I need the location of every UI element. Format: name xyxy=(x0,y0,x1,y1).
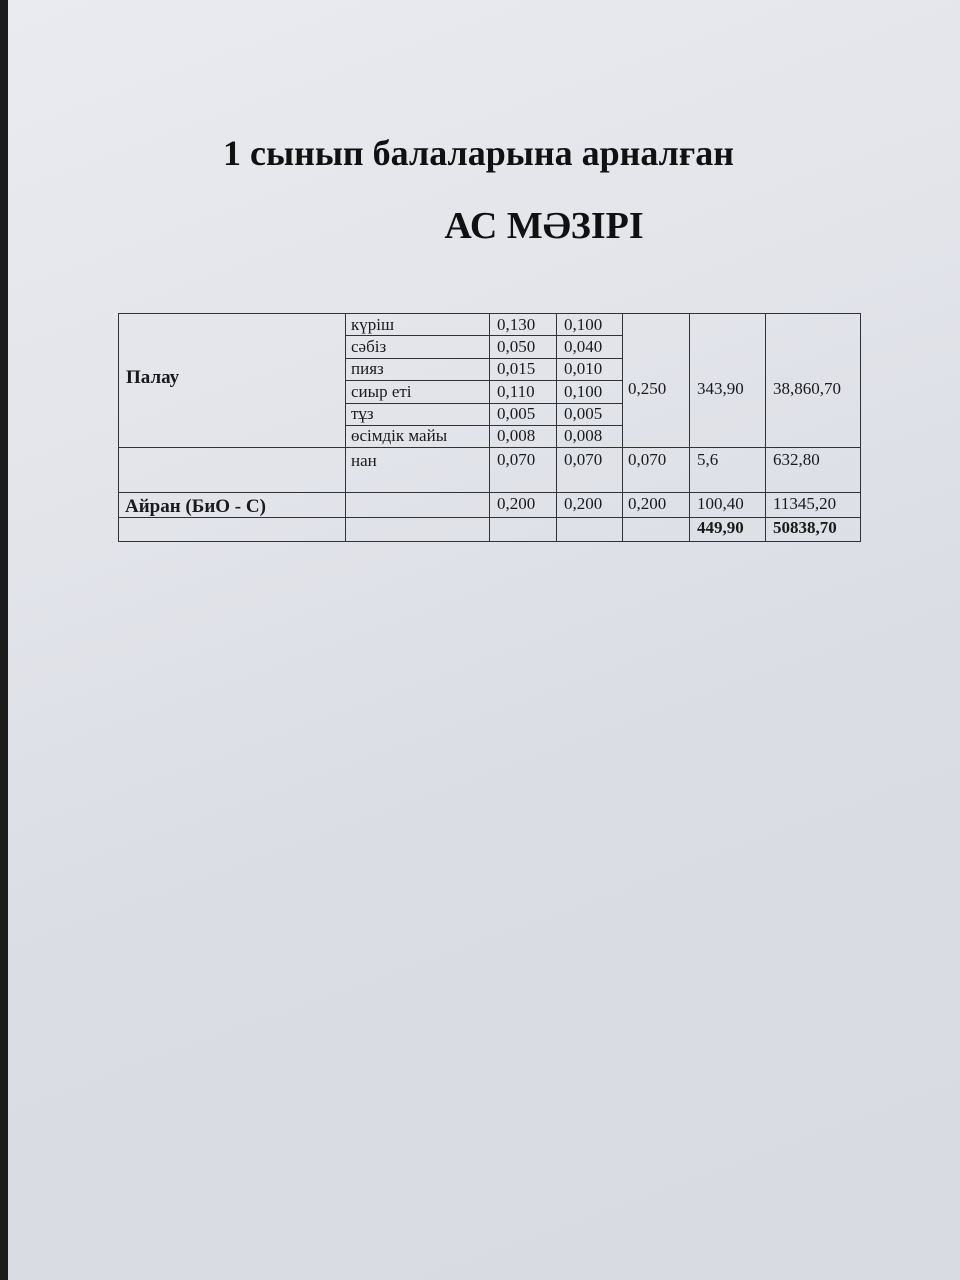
ingredient-net: 0,010 xyxy=(564,359,603,378)
ingredient-gross: 0,200 xyxy=(497,494,536,513)
dish-price: 100,40 xyxy=(697,494,744,513)
ingredient-name: өсімдік майы xyxy=(351,426,448,445)
ingredient-net: 0,008 xyxy=(564,426,603,445)
paper-sheet xyxy=(8,0,960,1280)
document-subtitle: АС МӘЗІРІ xyxy=(444,205,644,247)
dish-output: 0,250 xyxy=(628,379,667,398)
ingredient-gross: 0,005 xyxy=(497,404,536,423)
ingredient-net: 0,100 xyxy=(564,382,603,401)
ingredient-gross: 0,130 xyxy=(497,315,536,334)
dish-price: 5,6 xyxy=(697,450,719,469)
ingredient-gross: 0,008 xyxy=(497,426,536,445)
ingredient-name: сәбіз xyxy=(351,337,387,356)
dish-name: Айран (БиО - С) xyxy=(125,496,266,517)
ingredient-name: сиыр еті xyxy=(351,382,412,401)
ingredient-gross: 0,070 xyxy=(497,450,536,469)
ingredient-net: 0,200 xyxy=(564,494,603,513)
ingredient-gross: 0,110 xyxy=(497,382,535,401)
ingredient-net: 0,100 xyxy=(564,315,603,334)
dish-sum: 11345,20 xyxy=(773,494,837,513)
dish-output: 0,070 xyxy=(628,450,667,469)
ingredient-gross: 0,015 xyxy=(497,359,536,378)
total-price: 449,90 xyxy=(697,518,744,537)
dish-name: Палау xyxy=(126,367,180,388)
ingredient-name: тұз xyxy=(351,404,374,423)
ingredient-name: күріш xyxy=(351,315,395,334)
dish-output: 0,200 xyxy=(628,494,667,513)
ingredient-gross: 0,050 xyxy=(497,337,536,356)
ingredient-name: нан xyxy=(351,451,377,470)
ingredient-name: пияз xyxy=(351,359,384,378)
dish-sum: 38,860,70 xyxy=(773,379,841,398)
document-title: 1 сынып балаларына арналған xyxy=(223,133,734,173)
ingredient-net: 0,070 xyxy=(564,450,603,469)
dish-sum: 632,80 xyxy=(773,450,820,469)
ingredient-net: 0,040 xyxy=(564,337,603,356)
ingredient-net: 0,005 xyxy=(564,404,603,423)
dish-price: 343,90 xyxy=(697,379,744,398)
total-sum: 50838,70 xyxy=(773,518,837,537)
